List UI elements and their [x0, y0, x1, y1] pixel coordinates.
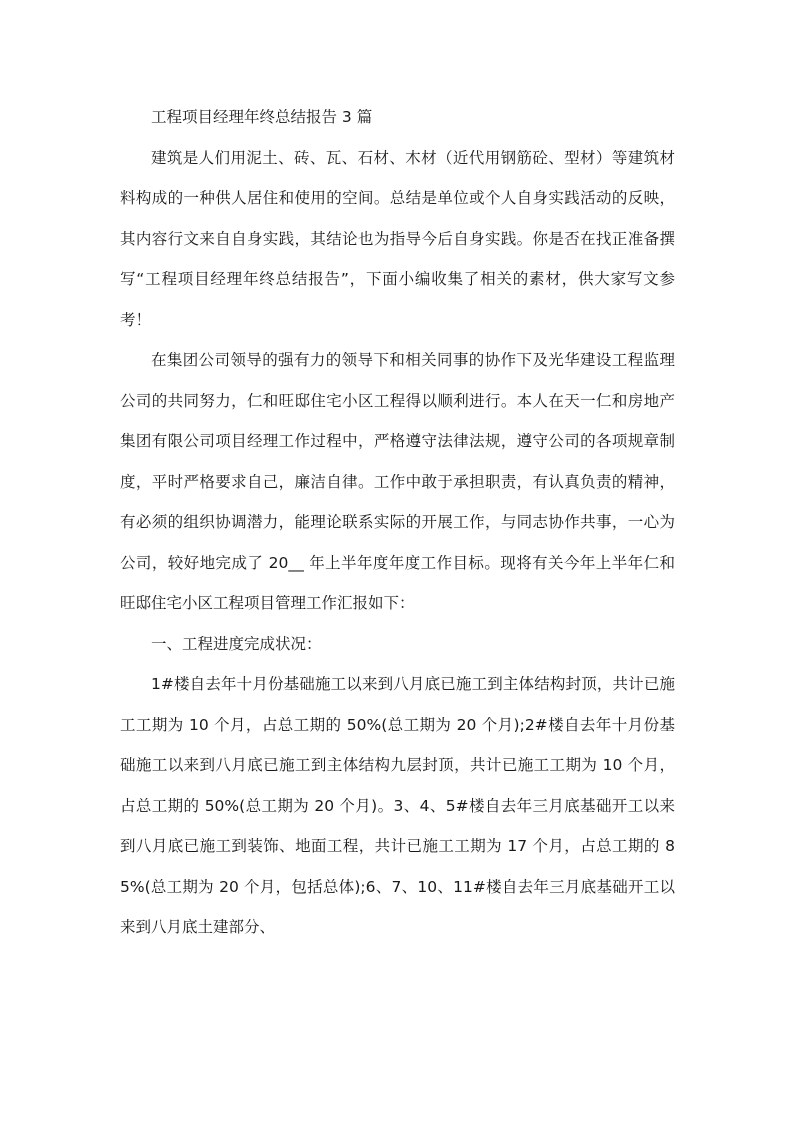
paragraph-work-summary: 在集团公司领导的强有力的领导下和相关同事的协作下及光华建设工程监理公司的共同努力，仁和旺邸住宅小区工程得以顺利进行。本人在天一仁和房地产集团有限公司项目经理工作过程中，严格遵守法律法规，遵守公司的各项规章制度，平时严格要求自己，廉洁自律。工作中敢于承担职责，有认真负责的精神，有必须的组织协调潜力，能理论联系实际的开展工作，与同志协作共事，一心为公司，较好地完成了 20__ 年上半年度年度工作目标。现将有关今年上半年仁和旺邸住宅小区工程项目管理工作汇报如下：: [120, 351, 675, 612]
document-body: [120, 97, 675, 948]
paragraph-progress-details: 1#楼自去年十月份基础施工以来到八月底已施工到主体结构封顶，共计已施工工期为 10 个月，占总工期的 50%(总工期为 20 个月);2#楼自去年十月份基础施工以来到八月底已施工到主体结构九层封顶，共计已施工工期为 10 个月，占总工期的 50%(总工期为 20 个月)。3、4、5#楼自去年三月底基础开工以来到八月底已施工到装饰、地面工程，共计已施工工期为 17 个月，占总工期的 85%(总工期为 20 个月，包括总体);6、7、10、11#楼自去年三月底基础开工以来到八月底土建部分、: [120, 675, 675, 936]
section-heading-progress: 一、工程进度完成状况：: [151, 634, 322, 653]
paragraph-intro: 建筑是人们用泥土、砖、瓦、石材、木材（近代用钢筋砼、型材）等建筑材料构成的一种供人居住和使用的空间。总结是单位或个人自身实践活动的反映，其内容行文来自自身实践，其结论也为指导今后自身实践。你是否在找正准备撰写“工程项目经理年终总结报告”，下面小编收集了相关的素材，供大家写文参考！: [120, 148, 675, 329]
document-title: 工程项目经理年终总结报告 3 篇: [151, 108, 373, 126]
